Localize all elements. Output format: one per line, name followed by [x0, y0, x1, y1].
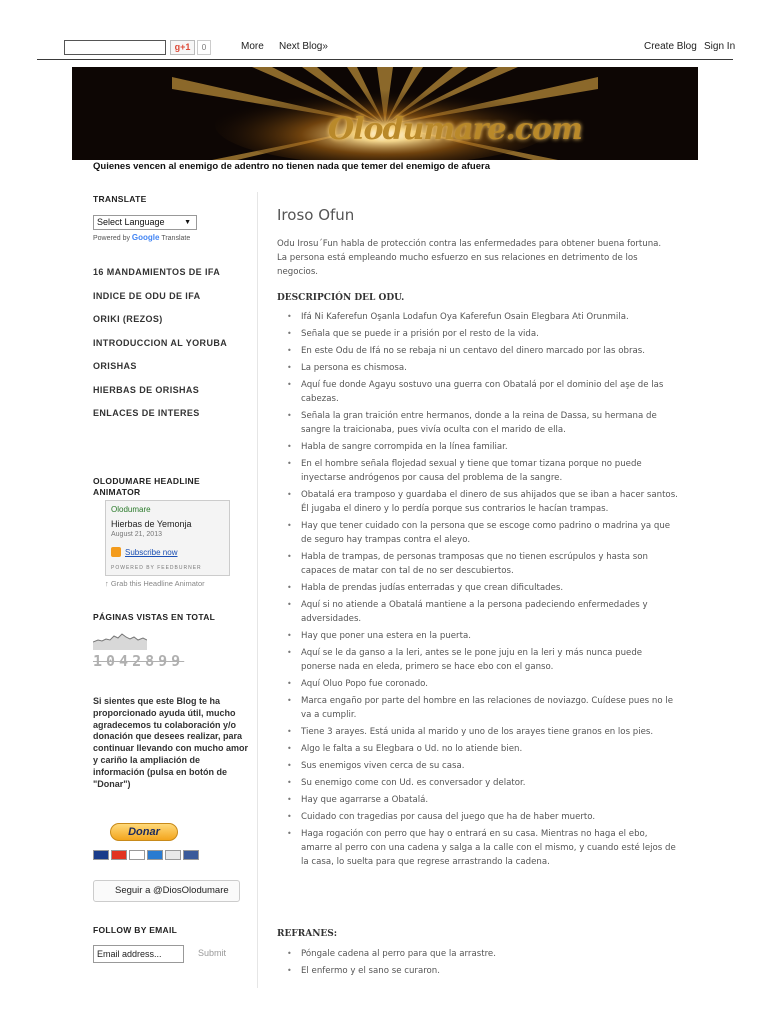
sidebar-link-mandamientos[interactable]: 16 MANDAMIENTOS DE IFA: [93, 267, 221, 277]
list-item: • Sus enemigos viven cerca de su casa.: [277, 759, 679, 773]
headline-animator-box[interactable]: [105, 500, 230, 576]
sidebar-link-hierbas[interactable]: HIERBAS DE ORISHAS: [93, 385, 200, 395]
navbar-search-input[interactable]: [64, 40, 166, 55]
more-link[interactable]: More: [241, 41, 264, 52]
post-intro: [277, 237, 679, 279]
email-field[interactable]: Email address...: [93, 945, 184, 963]
list-item: • Aquí se le da ganso a la leri, antes se le pone juju en la leri y más nunca puede ponerse nada en eleda, primero se hace ebo con el ganso.: [277, 646, 679, 674]
language-select[interactable]: [93, 215, 197, 230]
twitter-follow-button[interactable]: Seguir a @DiosOlodumare: [93, 880, 240, 902]
list-item: • Aquí si no atiende a Obatalá mantiene a la persona padeciendo enfermedades y adversidades.: [277, 598, 679, 626]
intro-paragraph: La persona está empleando mucho esfuerzo en sus relaciones en detrimento de los negocios.: [277, 253, 638, 277]
list-item: • Habla de trampas, de personas tramposas que no tienen escrúpulos y hasta son capaces de matar con tal de no ser descubiertos.: [277, 550, 679, 578]
card-icon: [93, 850, 109, 860]
list-item: • Señala la gran traición entre hermanos, donde a la reina de Dassa, su hermana de sangre la traicionaba, pues vivía oculta con el marido de ella.: [277, 409, 679, 437]
list-item: • Ifá Ni Kaferefun Oşanla Lodafun Oya Kaferefun Osain Elegbara Ati Orunmila.: [277, 310, 679, 324]
list-item: • En este Odu de Ifá no se rebaja ni un centavo del dinero marcado por las obras.: [277, 344, 679, 358]
description-heading: DESCRIPCIÓN DEL ODU.: [277, 293, 405, 303]
list-item: • Póngale cadena al perro para que la arrastre.: [277, 947, 679, 961]
feedburner-credit: POWERED BY FEEDBURNER: [111, 565, 202, 571]
column-divider: [257, 192, 258, 988]
grab-animator-link[interactable]: ↑ Grab this Headline Animator: [105, 579, 205, 588]
google-logo: Google: [131, 233, 160, 242]
feed-title: Olodumare: [111, 505, 151, 514]
create-blog-link[interactable]: Create Blog: [644, 41, 697, 52]
sidebar-link-indice-odu[interactable]: INDICE DE ODU DE IFA: [93, 291, 201, 301]
sign-in-link[interactable]: Sign In: [704, 41, 736, 52]
list-item: • Hay que poner una estera en la puerta.: [277, 629, 679, 643]
payment-cards: [93, 847, 201, 859]
list-item: • La persona es chismosa.: [277, 361, 679, 375]
card-icon: [129, 850, 145, 860]
list-item: • Hay que agarrarse a Obatalá.: [277, 793, 679, 807]
list-item: • Aquí Oluo Popo fue coronado.: [277, 677, 679, 691]
header-banner[interactable]: [72, 67, 698, 160]
donate-button[interactable]: Donar: [110, 823, 178, 841]
google-translate-credit: [93, 233, 190, 242]
intro-paragraph: Odu Irosu´Fun habla de protección contra las enfermedades para obtener buena fortuna.: [277, 239, 662, 249]
headline-animator-heading: OLODUMARE HEADLINE ANIMATOR: [93, 476, 200, 497]
next-blog-link[interactable]: Next Blog»: [279, 41, 328, 52]
pageviews-counter: 1042899: [93, 652, 185, 670]
follow-email-heading: FOLLOW BY EMAIL: [93, 925, 178, 935]
translate-heading: TRANSLATE: [93, 194, 147, 204]
refranes-heading: REFRANES:: [277, 929, 338, 939]
list-item: • Algo le falta a su Elegbara o Ud. no lo atiende bien.: [277, 742, 679, 756]
list-item: • Obatalá era tramposo y guardaba el dinero de sus ahijados que se iban a hacer santos. Él jugaba el dinero y lo perdía porque sus contrarios le hacían trampas.: [277, 488, 679, 516]
donate-message: Si sientes que este Blog te ha proporcionado ayuda útil, mucho agradecemos tu colaboración y/o donación que desees realizar, para continuar llevando con mucho amor y cariño la ampliación de información (pulsa en botón de "Donar"): [93, 696, 249, 789]
google-plus-count: 0: [197, 40, 211, 55]
list-item: • Hay que tener cuidado con la persona que se escoge como padrino o madrina ya que de seguro hay trampas contra el aleyo.: [277, 519, 679, 547]
sidebar-link-oriki[interactable]: ORIKI (REZOS): [93, 314, 163, 324]
feed-item[interactable]: Hierbas de Yemonja: [111, 519, 192, 529]
sidebar-link-orishas[interactable]: ORISHAS: [93, 361, 137, 371]
site-logo: Olodumare.com: [328, 112, 582, 147]
card-icon: [147, 850, 163, 860]
google-plus-button[interactable]: g+1: [170, 40, 195, 55]
list-item: • Cuidado con tragedias por causa del juego que ha de haber muerto.: [277, 810, 679, 824]
list-item: • El enfermo y el sano se curaron.: [277, 964, 679, 978]
list-item: • Habla de prendas judías enterradas y que crean dificultades.: [277, 581, 679, 595]
chevron-down-icon: ▼: [184, 219, 191, 226]
card-icon: [111, 850, 127, 860]
list-item: • En el hombre señala flojedad sexual y tiene que tomar tizana porque no puede inyectarse andrógenos por causa del problema de la sangre.: [277, 457, 679, 485]
pageviews-heading: PÁGINAS VISTAS EN TOTAL: [93, 612, 216, 622]
list-item: • Tiene 3 arayes. Está unida al marido y uno de los arayes tiene granos en los pies.: [277, 725, 679, 739]
list-item: • Señala que se puede ir a prisión por el resto de la vida.: [277, 327, 679, 341]
language-select-value: Select Language: [97, 217, 165, 227]
list-item: • Aquí fue donde Agayu sostuvo una guerra con Obatalá por el dominio del aşe de las cabezas.: [277, 378, 679, 406]
description-list: [277, 310, 679, 869]
site-tagline: Quienes vencen al enemigo de adentro no tienen nada que temer del enemigo de afuera: [93, 161, 490, 172]
refranes-list: [277, 947, 679, 978]
navbar-divider: [37, 59, 733, 60]
card-icon: [183, 850, 199, 860]
subscribe-link[interactable]: Subscribe now: [125, 548, 178, 557]
blogger-navbar: [0, 0, 768, 60]
pageviews-sparkline: [93, 628, 147, 650]
translate-label[interactable]: Translate: [161, 235, 191, 242]
sidebar-link-yoruba[interactable]: INTRODUCCION AL YORUBA: [93, 338, 228, 348]
card-icon: [165, 850, 181, 860]
list-item: • Marca engaño por parte del hombre en las relaciones de noviazgo. Cuídese pues no le va a cumplir.: [277, 694, 679, 722]
email-submit-button[interactable]: Submit: [198, 948, 227, 958]
sidebar-link-enlaces[interactable]: ENLACES DE INTERES: [93, 408, 200, 418]
list-item: • Su enemigo come con Ud. es conversador y delator.: [277, 776, 679, 790]
rss-icon: [111, 547, 121, 557]
list-item: • Haga rogación con perro que hay o entrará en su casa. Mientras no haga el ebo, amarre al perro con una cadena y salga a la calle con el mismo, y cuando esté lejos de la casa, lo suelta para que regrese arrastrando la cadena.: [277, 827, 679, 869]
feed-date: August 21, 2013: [111, 531, 162, 538]
powered-by-label: Powered by: [93, 235, 130, 242]
post-title: Iroso Ofun: [277, 206, 355, 224]
list-item: • Habla de sangre corrompida en la línea familiar.: [277, 440, 679, 454]
